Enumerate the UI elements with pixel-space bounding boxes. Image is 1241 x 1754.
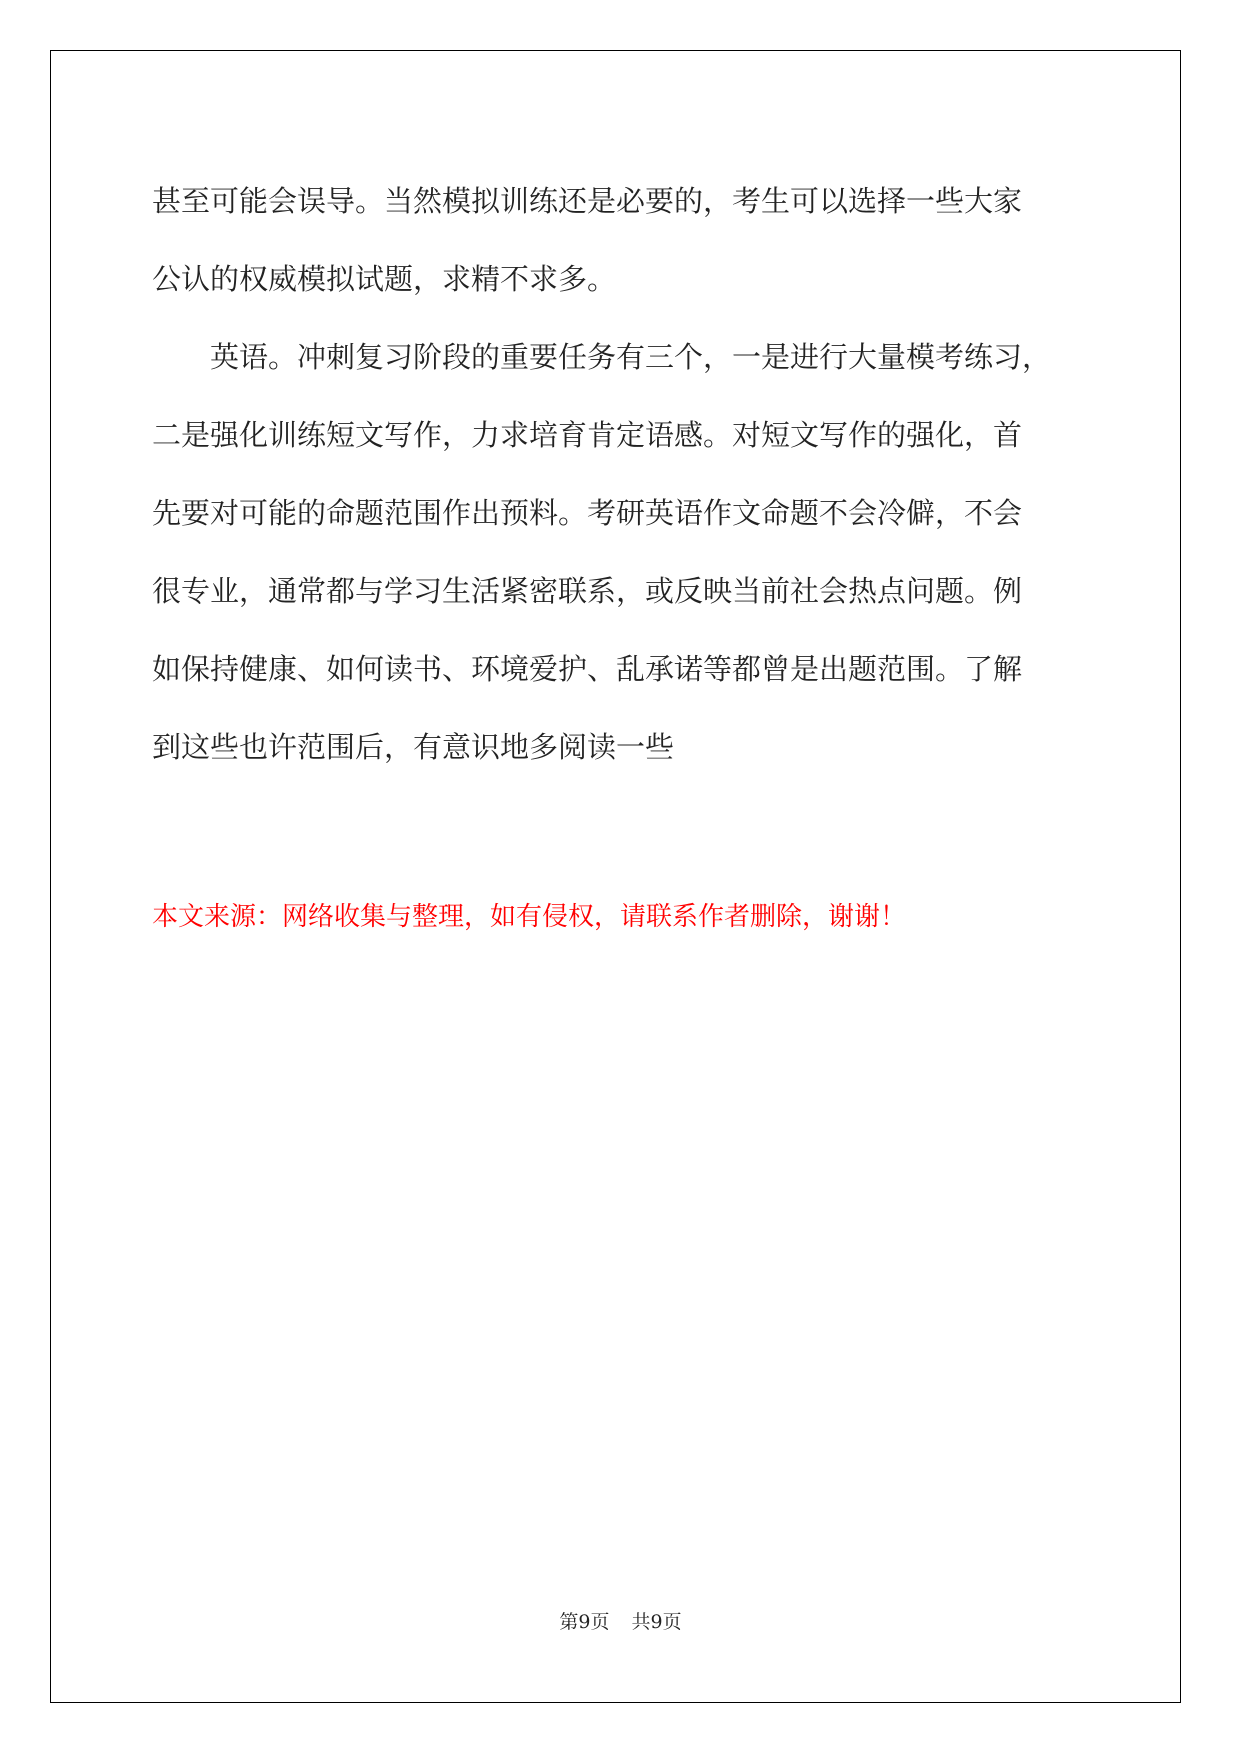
page-number-total: 共9页 (631, 1611, 682, 1633)
page-footer (0, 1610, 1241, 1634)
document-body (152, 162, 1087, 786)
paragraph-line: 公认的权威模拟试题，求精不求多。 (152, 262, 617, 296)
paragraph-line: 先要对可能的命题范围作出预料。考研英语作文命题不会冷僻，不会 (152, 496, 1023, 530)
page-number-current: 第9页 (559, 1611, 610, 1633)
paragraph-line: 英语。冲刺复习阶段的重要任务有三个，一是进行大量模考练习， (210, 340, 1052, 374)
paragraph-line: 到这些也许范围后，有意识地多阅读一些 (152, 730, 675, 764)
paragraph-line: 甚至可能会误导。当然模拟训练还是必要的，考生可以选择一些大家 (152, 184, 1023, 218)
paragraph-line: 如保持健康、如何读书、环境爱护、乱承诺等都曾是出题范围。了解 (152, 652, 1023, 686)
paragraph-line: 二是强化训练短文写作，力求培育肯定语感。对短文写作的强化，首 (152, 418, 1023, 452)
paragraph-line: 很专业，通常都与学习生活紧密联系，或反映当前社会热点问题。例 (152, 574, 1023, 608)
source-note: 本文来源：网络收集与整理，如有侵权，请联系作者删除，谢谢！ (152, 902, 907, 932)
